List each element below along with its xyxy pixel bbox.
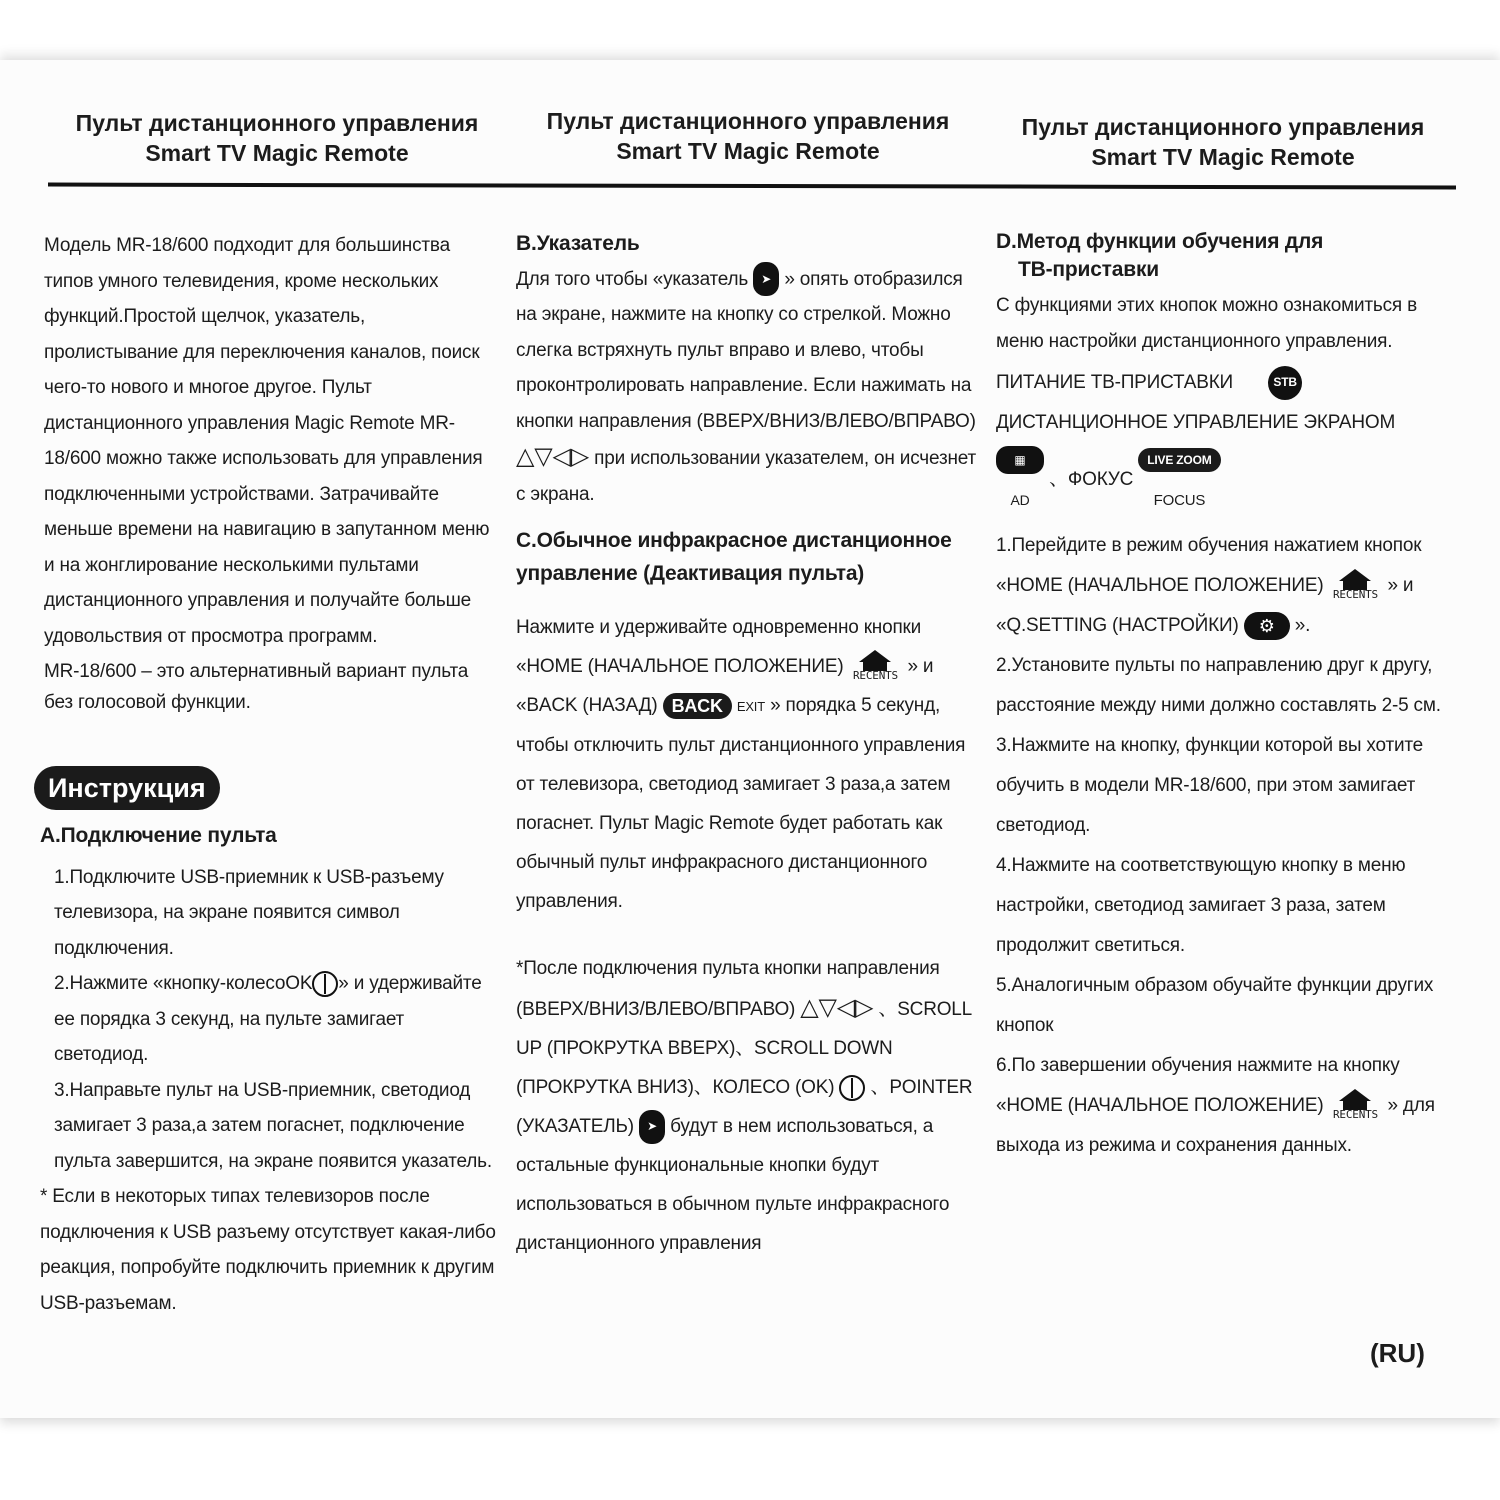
- step-1: 1.Подключите USB-приемник к USB-разъему телевизора, на экране появится символ подключения.: [54, 866, 444, 959]
- language-marker: (RU): [1370, 1338, 1425, 1368]
- screen-remote-icon: ▦: [996, 446, 1044, 474]
- pointer-text-c: при использовании указателем, он исчезнет с экрана.: [516, 448, 976, 505]
- direction-arrows-icon: △▽◁▷: [516, 443, 590, 470]
- after-connect-note: [516, 949, 976, 1263]
- header-left: [42, 108, 512, 168]
- learning-intro: С функциями этих кнопок можно ознакомиться в меню настройки дистанционного управления.: [996, 295, 1417, 352]
- section-b-heading: B.Указатель: [516, 232, 640, 255]
- focus-label: FOCUS: [1153, 492, 1206, 509]
- focus-text: 、ФОКУС: [1049, 469, 1134, 491]
- column-left: [44, 228, 494, 718]
- deactivation-paragraph: [516, 608, 976, 921]
- learning-text-e: » для выхода из режима и сохранения данных.: [996, 1095, 1435, 1156]
- header-title: Пульт дистанционного управления: [546, 108, 950, 134]
- ad-focus-line: [996, 440, 1456, 520]
- learning-text-a: 1.Перейдите в режим обучения нажатием кнопок «HOME (НАЧАЛЬНОЕ ПОЛОЖЕНИЕ): [996, 535, 1422, 596]
- header-title: Пульт дистанционного управления: [75, 110, 479, 136]
- pointer-paragraph: [516, 262, 976, 513]
- header-subtitle: Smart TV Magic Remote: [1091, 144, 1355, 170]
- deactivation-text-b: » и «BACK (НАЗАД): [516, 656, 934, 716]
- header-subtitle: Smart TV Magic Remote: [616, 138, 880, 164]
- header-right: [988, 112, 1458, 172]
- column-right: [996, 228, 1456, 1166]
- wheel-ok-icon: [312, 971, 338, 997]
- pointer-text-a: Для того чтобы «указатель: [516, 268, 749, 290]
- screen-control-line: ДИСТАНЦИОННОЕ УПРАВЛЕНИЕ ЭКРАНОМ: [996, 411, 1396, 433]
- learning-text-c: ».: [1294, 615, 1311, 636]
- step-4-learning: 4.Нажмите на соответствующую кнопку в меню настройки, светодиод замигает 3 раза, затем продолжит светиться.: [996, 855, 1406, 956]
- step-6-learning: [996, 1046, 1456, 1166]
- instruction-badge: Инструкция: [34, 766, 220, 810]
- learning-text-b: » и «Q.SETTING (НАСТРОЙКИ): [996, 575, 1414, 636]
- step-2: [40, 966, 500, 1073]
- step-2-text-a: 2.Нажмите «кнопку-колесоOK: [54, 973, 313, 994]
- step-5-learning: 5.Аналогичным образом обучайте функции других кнопок: [996, 975, 1434, 1036]
- alt-paragraph: MR-18/600 – это альтернативный вариант пульта без голосовой функции.: [44, 661, 469, 713]
- intro-paragraph: Модель MR-18/600 подходит для большинства типов умного телевидения, кроме нескольких функций.Простой щелчок, указатель, пролистывание для переключения каналов, поиск чего-то нового и многое другое. Пульт дистанционного управления Magic Remote MR-18/600 можно также использовать для управления подключенными устройствами. Затрачивайте меньше времени на навигацию в запутанном меню и на жонглирование несколькими пультами дистанционного управления и получайте больше удовольствия от просмотра программ.: [44, 235, 490, 647]
- stb-power-line: [996, 365, 1456, 401]
- header-subtitle: Smart TV Magic Remote: [145, 140, 409, 166]
- step-3: 3.Направьте пульт на USB-приемник, светодиод замигает 3 раза,а затем погаснет, подключение пульта завершится, на экране появится указатель.: [54, 1079, 492, 1172]
- focus-icon-group: [1138, 440, 1220, 520]
- stb-power-icon: STB: [1268, 366, 1302, 400]
- header-middle: [513, 106, 983, 166]
- live-zoom-icon: LIVE ZOOM: [1138, 448, 1220, 472]
- gear-icon: ⚙: [1244, 612, 1290, 640]
- ad-icon-group: [996, 440, 1044, 520]
- section-d-heading-line2: ТВ-приставки: [1018, 258, 1159, 281]
- section-c-heading: C.Обычное инфракрасное дистанционное управление (Деактивация пульта): [516, 529, 952, 585]
- exit-label: EXIT: [736, 699, 765, 714]
- header-title: Пульт дистанционного управления: [1021, 114, 1425, 140]
- wheel-ok-icon: [839, 1075, 865, 1101]
- pointer-text-b: » опять отобразился на экране, нажмите на кнопку со стрелкой. Можно слегка встряхнуть пульт вправо и влево, чтобы проконтролировать направление. Если нажимать на кнопки направления (ВВЕРХ/ВНИЗ/ВЛЕВО/ВПРАВО): [516, 268, 976, 432]
- home-recents-icon: RECENTS: [847, 650, 903, 684]
- section-d-heading: D.Метод функции обучения для: [996, 230, 1324, 253]
- note-text-c: 、POINTER (УКАЗАТЕЛЬ): [516, 1077, 973, 1137]
- pointer-arrow-icon: ➤: [753, 262, 779, 296]
- back-button-icon: BACK: [663, 693, 732, 719]
- pointer-arrow-icon: ➤: [639, 1110, 665, 1144]
- section-a-heading: A.Подключение пульта: [40, 824, 277, 847]
- learning-text-d: 6.По завершении обучения нажмите на кнопку «HOME (НАЧАЛЬНОЕ ПОЛОЖЕНИЕ): [996, 1055, 1400, 1116]
- deactivation-text-a: Нажмите и удерживайте одновременно кнопки «HOME (НАЧАЛЬНОЕ ПОЛОЖЕНИЕ): [516, 617, 922, 677]
- note-text-b: 、SCROLL UP (ПРОКРУТКА ВВЕРХ)、SCROLL DOWN (ПРОКРУТКА ВНИЗ)、КОЛЕСО (OK): [516, 999, 972, 1098]
- step-2-learning: 2.Установите пульты по направлению друг к другу, расстояние между ними должно составлять 2-5 см.: [996, 655, 1441, 716]
- home-recents-icon: RECENTS: [1327, 569, 1383, 603]
- direction-arrows-icon: △▽◁▷: [800, 994, 874, 1021]
- column-left-steps: [40, 818, 500, 1321]
- step-3-learning: 3.Нажмите на кнопку, функции которой вы хотите обучить в модели MR-18/600, при этом замигает светодиод.: [996, 735, 1424, 836]
- note-text-d: будут в нем использоваться, а остальные функциональные кнопки будут использоваться в обычном пульте инфракрасного дистанционного управления: [516, 1116, 950, 1254]
- note-text-a: *После подключения пульта кнопки направления (ВВЕРХ/ВНИЗ/ВЛЕВО/ВПРАВО): [516, 958, 940, 1020]
- home-recents-icon: RECENTS: [1327, 1089, 1383, 1123]
- stb-power-text: ПИТАНИЕ ТВ-ПРИСТАВКИ: [996, 372, 1234, 393]
- ad-label: AD: [1010, 492, 1030, 508]
- step-2-text-b: » и удерживайте ее порядка 3 секунд, на пульте замигает светодиод.: [54, 973, 482, 1065]
- deactivation-text-c: » порядка 5 секунд, чтобы отключить пульт дистанционного управления от телевизора, светодиод замигает 3 раза,а затем погаснет. Пульт Magic Remote будет работать как обычный пульт инфракрасного дистанционного управления.: [516, 695, 966, 912]
- column-middle: [516, 226, 976, 1263]
- usb-note: * Если в некоторых типах телевизоров после подключения к USB разъему отсутствует какая-либо реакция, попробуйте подключить приемник к другим USB-разъемам.: [40, 1186, 496, 1314]
- step-1-learning: [996, 526, 1456, 646]
